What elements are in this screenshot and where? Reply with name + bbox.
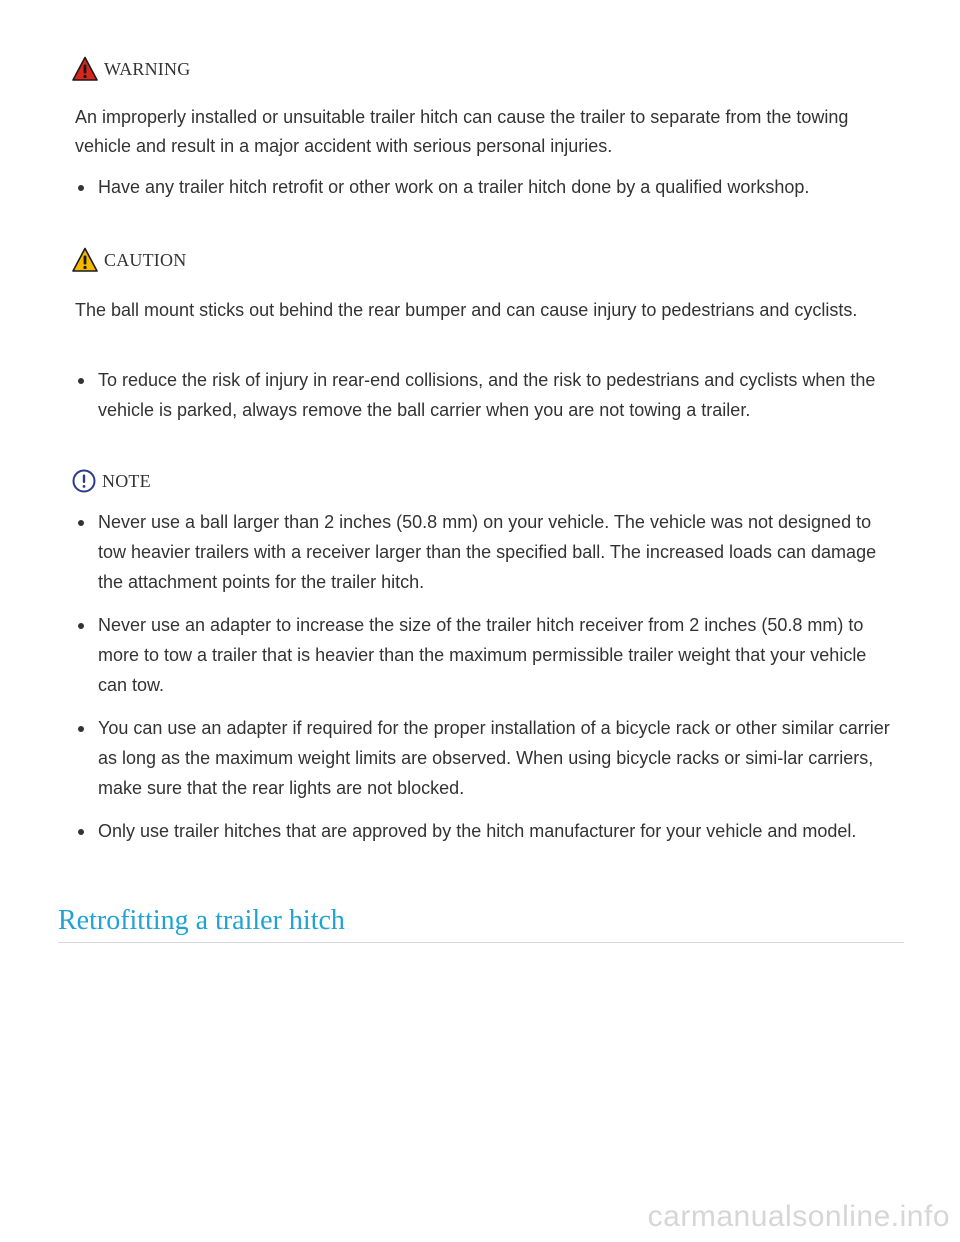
bullet-text: Never use an adapter to increase the size of the trailer hitch receiver from 2 inches (50.8 mm) to more to tow a trailer that is heavier than the maximum permissible trailer weight that your vehicle can tow. (98, 615, 867, 695)
watermark: carmanualsonline.info (647, 1200, 950, 1233)
bullet-text: Have any trailer hitch retrofit or other work on a trailer hitch done by a qualified workshop. (98, 177, 810, 197)
warning-triangle-icon (72, 56, 98, 82)
caution-triangle-icon (72, 247, 98, 273)
bullet-dot (78, 185, 84, 191)
warning-text: An improperly installed or unsuitable trailer hitch can cause the trailer to separate from the towing vehicle and result in a major accident with serious personal injuries. (75, 107, 849, 156)
warning-bullet-list (75, 172, 895, 202)
note-bullet-list (75, 507, 895, 846)
list-item (75, 507, 895, 597)
bullet-dot (78, 726, 84, 732)
note-heading (72, 466, 151, 496)
list-item (75, 816, 895, 846)
list-item (75, 610, 895, 700)
caution-bullet-list (75, 365, 895, 425)
bullet-dot (78, 829, 84, 835)
exclamation-circle-icon (72, 469, 96, 493)
caution-text: The ball mount sticks out behind the rear bumper and can cause injury to pedestrians and cyclists. (75, 300, 858, 320)
bullet-dot (78, 520, 84, 526)
warning-heading (72, 54, 190, 84)
warning-label: WARNING (104, 58, 191, 79)
caution-heading (72, 245, 186, 275)
section-divider (58, 942, 904, 943)
section-title: Retrofitting a trailer hitch (58, 905, 345, 936)
caution-label: CAUTION (104, 249, 187, 270)
note-label: NOTE (102, 470, 151, 491)
bullet-text: To reduce the risk of injury in rear-end collisions, and the risk to pedestrians and cyclists when the vehicle is parked, always remove the ball carrier when you are not towing a trailer. (98, 370, 876, 420)
bullet-dot (78, 378, 84, 384)
list-item (75, 365, 895, 425)
list-item (75, 713, 895, 803)
list-item (75, 172, 895, 202)
bullet-text: Never use a ball larger than 2 inches (50.8 mm) on your vehicle. The vehicle was not designed to tow heavier trailers with a receiver larger than the specified ball. The increased loads can damage the attachment points for the trailer hitch. (98, 512, 877, 592)
bullet-dot (78, 623, 84, 629)
bullet-text: You can use an adapter if required for the proper installation of a bicycle rack or other similar carrier as long as the maximum weight limits are observed. When using bicycle racks or simi-lar carriers, make sure that the rear lights are not blocked. (98, 718, 890, 798)
bullet-text: Only use trailer hitches that are approved by the hitch manufacturer for your vehicle and model. (98, 821, 857, 841)
